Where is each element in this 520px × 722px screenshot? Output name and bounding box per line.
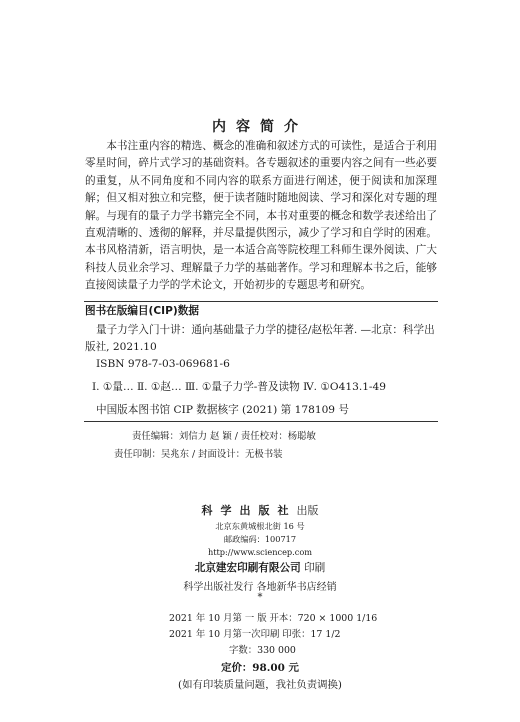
printing-line: 2021 年 10 月第一次印刷 印张：17 1/2: [169, 629, 341, 640]
credits-line-1: 责任编辑：刘信力 赵 颖 / 责任校对：杨聪敏: [132, 431, 316, 442]
separator-star: *: [257, 592, 263, 603]
top-divider: [84, 301, 438, 302]
distribution-line: 科学出版社发行 各地新华书店经销: [183, 582, 337, 593]
cip-book-line-1: 量子力学入门十讲：通向基础量子力学的捷径/赵松年著. —北京：科学出: [96, 324, 435, 336]
publisher-website: http://www.sciencep.com: [207, 547, 313, 557]
publisher-address: 北京东黄城根北街 16 号: [215, 521, 305, 531]
edition-line: 2021 年 10 月第 一 版 开本：720 × 1000 1/16: [169, 613, 378, 624]
cip-isbn: ISBN 978-7-03-069681-6: [96, 358, 230, 370]
summary-paragraph: 本书注重内容的精选、概念的准确和叙述方式的可读性，是适合于利用零星时间，碎片式学习的基础资料。各专题叙述的重要内容之间有一些必要的重复，从不同角度和不同内容的联系方面进行阐述，便于阅读和加深理解；但又相对独立和完整，便于读者随时随地阅读、学习和深化对专题的理解。与现有的量子力学书籍完全不同，本书对重要的概念和数学表述给出了直观清晰的、透彻的解释，并尽量提供图示，减少了学习和自学时的困难。本书风格清新，语言明快，是一本适合高等院校理工科师生课外阅读、广大科技人员业余学习、理解量子力学的基础著作。学习和理解本书之后，能够直接阅读量子力学的学术论文，开始初步的专题思考和研究。: [85, 140, 437, 292]
cip-record-number: 中国版本图书馆 CIP 数据核字 (2021) 第 178109 号: [96, 404, 350, 416]
credits-line-2: 责任印制：吴兆东 / 封面设计：无极书装: [114, 449, 283, 460]
word-count: 字数：330 000: [229, 645, 296, 656]
publisher-postcode: 邮政编码：100717: [223, 534, 297, 544]
cip-book-line-2: 版社, 2021.10: [85, 341, 157, 353]
content-summary: [85, 138, 437, 295]
printer-suffix: 印刷: [304, 562, 326, 574]
price: 定价：98.00 元: [221, 662, 299, 674]
bottom-divider: [84, 421, 438, 422]
cip-classification: Ⅰ. ①量… Ⅱ. ①赵… Ⅲ. ①量子力学-普及读物 Ⅳ. ①O413.1-49: [92, 381, 386, 393]
printer-line: [0, 560, 520, 575]
printer-logo-text: 北京建宏印刷有限公司: [194, 562, 301, 574]
content-summary-heading: 内容简介: [212, 119, 308, 135]
quality-note: (如有印装质量问题，我社负责调换): [178, 679, 342, 691]
publisher-line: [0, 502, 520, 518]
cip-title: 图书在版编目(CIP)数据: [85, 305, 199, 317]
publisher-logo-text: 科学出版社: [201, 504, 297, 517]
publisher-suffix: 出版: [296, 504, 319, 517]
